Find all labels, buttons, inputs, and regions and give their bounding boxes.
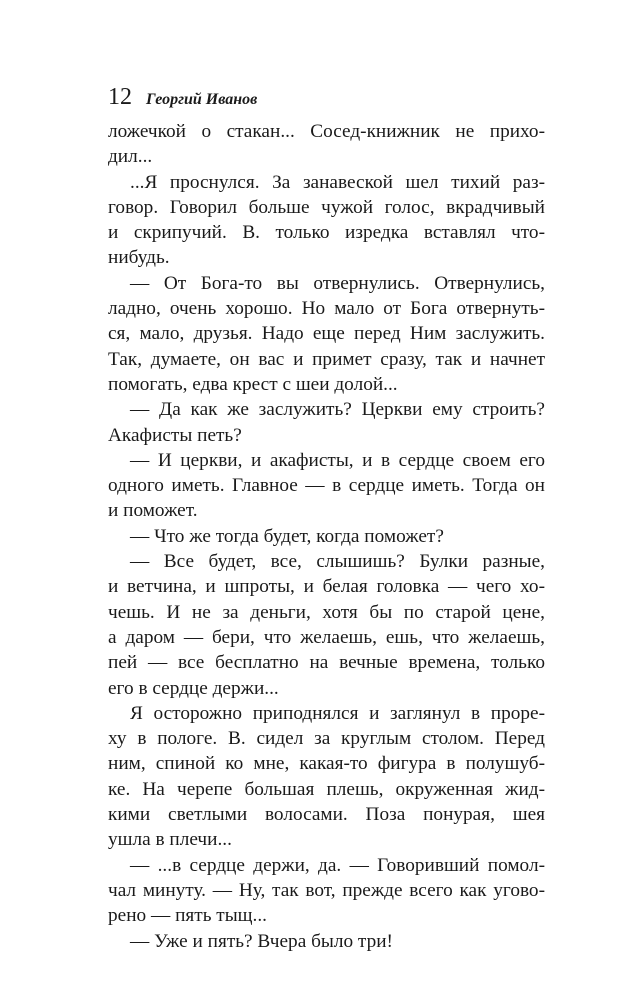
text-line: ушла в плечи... — [108, 829, 232, 851]
text-line: — И церкви, и акафисты, и в сердце своем его — [130, 449, 545, 471]
text-line: ху в пологе. В. сидел за круглым столом. Перед — [108, 728, 545, 750]
text-line: ложечкой о стакан... Сосед-книжник не прихо- — [108, 121, 545, 142]
text-line: помогать, едва крест с шеи долой... — [108, 373, 398, 395]
text-line: кими светлыми волосами. Поза понурая, шея — [108, 804, 545, 826]
text-line: ним, спиной ко мне, какая-то фигура в полушуб- — [108, 753, 545, 775]
page-number: 12 — [108, 84, 132, 110]
text-line: рено — пять тыщ... — [108, 905, 267, 927]
text-line: ке. На черепе большая плешь, окруженная жид- — [108, 778, 545, 800]
text-line: Акафисты петь? — [108, 424, 242, 446]
text-line: его в сердце держи... — [108, 677, 279, 699]
text-line: и поможет. — [108, 500, 198, 522]
text-line: пей — все бесплатно на вечные времена, только — [108, 652, 545, 674]
text-line: — ...в сердце держи, да. — Говоривший помол- — [130, 854, 545, 876]
text-line: — Все будет, все, слышишь? Булки разные, — [130, 551, 545, 573]
text-line: и скрипучий. В. только изредка вставлял что- — [108, 222, 545, 244]
text-line: а даром — бери, что желаешь, ешь, что желаешь, — [108, 626, 545, 648]
text-line: нибудь. — [108, 247, 170, 269]
text-line: — От Бога-то вы отвернулись. Отвернулись, — [130, 272, 545, 294]
text-line: — Уже и пять? Вчера было три! — [130, 930, 393, 952]
text-line: ся, мало, друзья. Надо еще перед Ним заслужить. — [108, 323, 545, 345]
text-line: одного иметь. Главное — в сердце иметь. Тогда он — [108, 475, 545, 497]
author-name: Георгий Иванов — [146, 91, 258, 108]
text-line: чал минуту. — Ну, так вот, прежде всего как угово- — [108, 879, 545, 901]
running-head — [108, 84, 257, 114]
text-line: — Да как же заслужить? Церкви ему строить? — [130, 399, 545, 421]
body-text — [108, 119, 545, 954]
text-line: ладно, очень хорошо. Но мало от Бога отвернуть- — [108, 298, 545, 320]
text-line: Я осторожно приподнялся и заглянул в проре- — [130, 702, 545, 724]
text-line: дил... — [108, 146, 153, 168]
text-line: ...Я проснулся. За занавеской шел тихий раз- — [130, 171, 545, 193]
text-line: и ветчина, и шпроты, и белая головка — чего хо- — [108, 576, 545, 598]
text-line: говор. Говорил больше чужой голос, вкрадчивый — [108, 196, 545, 218]
text-line: чешь. И не за деньги, хотя бы по старой цене, — [108, 601, 545, 623]
text-line: — Что же тогда будет, когда поможет? — [130, 525, 444, 547]
text-line: Так, думаете, он вас и примет сразу, так и начнет — [108, 348, 545, 370]
